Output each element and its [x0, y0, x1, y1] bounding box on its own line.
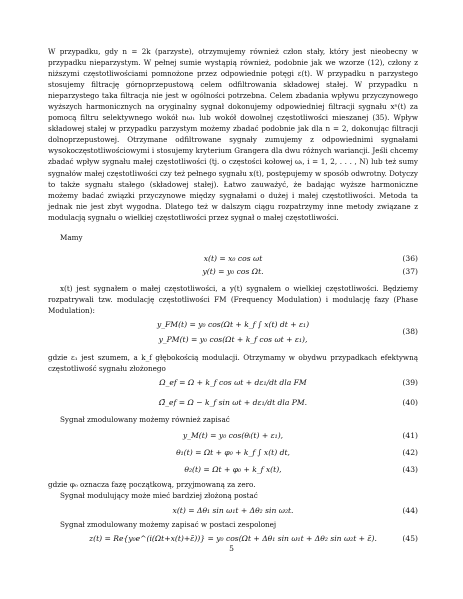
- equation-body: y(t) = y₀ cos Ωt.: [202, 267, 264, 276]
- paragraph-intro: W przypadku, gdy n = 2k (parzyste), otrzymujemy również człon stały, który jest nieobecny w przypadku nieparzystym. W pełnej sumie wystąpią również, podobnie jak we wzorze (12), człony z niższymi częstotliwościami pomnożone przez odpowiednie potęgi ε(t). W przypadku n parzystego stosujemy filtrację górnoprzepustową celem odfiltrowania składowej stałej. W przypadku n nieparzystego taka filtracja nie jest w ogólności potrzebna. Celem zbadania wpływu przyczynowego wyższych harmonicznych na oryginalny sygnał dokonujemy odpowiedniej filtracji sygnału xⁿ(t) za pomocą filtru selektywnego wokół nω₁ lub wokół dowolnej częstotliwości mieszanej (35). Wpływ składowej stałej w przypadku parzystym możemy zbadać podobnie jak dla n = 2, dokonując filtracji dolnoprzepustowej. Otrzymane odfiltrowane sygnały zumujemy z odpowiednimi sygnałami wysokoczęstotliwościowymi i stosujemy kryterium Grangera dla dwu różnych wariancji. Jeśli chcemy zbadać wpływ sygnału małej częstotliwości (tj. o częstości kołowej ωᵢ, i = 1, 2, . . . , N) lub też sumy sygnałów małej częstotliwości czy też pełnego sygnału x(t), postępujemy w sposób odwrotny. Dotyczy to także sygnału stałego (składowej stałej). Łatwo zauważyć, że badając wyższe harmoniczne możemy badać związki przyczynowe między sygnałami o dużej i małej częstotliwości. Metoda ta jednak nie jest zbyt wygodna. Dlatego też w dalszym ciągu rozpatrzymy inne metody związane z modulacją sygnału o wielkiej częstotliwości przez sygnał o małej częstotliwości.: [48, 47, 418, 222]
- paragraph-modulation: x(t) jest sygnałem o małej częstotliwości, a y(t) sygnałem o wielkiej częstotliwości. Będziemy rozpatrywali tzw. modulację częstotliwości FM (Frequency Modulation) i modulację fazy (Phase Modulation):: [48, 284, 418, 316]
- equation-38b: [48, 334, 418, 345]
- equation-number: (41): [402, 431, 418, 440]
- equation-40: [48, 397, 418, 408]
- equation-number: (36): [402, 254, 418, 263]
- equation-body: θ₂(t) = Ωt + φ₀ + k_f x(t),: [184, 465, 282, 474]
- equation-number: (42): [402, 448, 418, 457]
- paragraph-rewrite: Sygnał zmodulowany możemy również zapisać: [60, 415, 230, 424]
- equation-number: (38): [402, 327, 418, 336]
- paragraph-noise: gdzie ε₁ jest szumem, a k_f głębokością modulacji. Otrzymamy w obydwu przypadkach efektywną częstotliwość sygnału złożonego: [48, 353, 418, 374]
- equation-number: (39): [402, 378, 418, 387]
- equation-44: [48, 505, 418, 516]
- equation-41: [48, 430, 418, 441]
- equation-body: x(t) = Δθ₁ sin ω₁t + Δθ₂ sin ω₂t.: [172, 506, 294, 515]
- equation-number: (45): [402, 534, 418, 543]
- equation-39: [48, 377, 418, 388]
- equation-43: [48, 464, 418, 475]
- equation-body: y_FM(t) = y₀ cos(Ωt + k_f ∫ x(t) dt + ε₁): [156, 320, 310, 329]
- equation-36: [48, 253, 418, 264]
- paragraph-mamy: Mamy: [60, 233, 83, 242]
- equation-body: y_M(t) = y₀ cos(θᵢ(t) + ε₁),: [182, 431, 284, 440]
- paragraph-complex-form: Sygnał zmodulowany możemy zapisać w postaci zespolonej: [60, 520, 277, 529]
- equation-body: x(t) = x₀ cos ωt: [203, 254, 263, 263]
- equation-body: θ₁(t) = Ωt + φ₀ + k_f ∫ x(t) dt,: [176, 448, 290, 457]
- equation-45: [48, 533, 418, 544]
- paragraph-phase: gdzie φ₀ oznacza fazę początkową, przyjmowaną za zero.: [48, 480, 256, 489]
- equation-42: [48, 447, 418, 458]
- equation-number: (44): [402, 506, 418, 515]
- paragraph-complex-signal: Sygnał modulujący może mieć bardziej złożoną postać: [60, 491, 258, 500]
- page-number: 5: [229, 544, 234, 553]
- equation-number: (37): [402, 267, 418, 276]
- equation-body: z(t) = Re{y₀e^(i(Ωt+x(t)+ε̃))} = y₀ cos(Ωt + Δθ₁ sin ω₁t + Δθ₂ sin ω₂t + ε̃).: [89, 534, 377, 543]
- equation-body: Ω̃_ef = Ω − k_f sin ωt + dε₁/dt dla PM.: [158, 398, 308, 407]
- equation-body: Ω_ef = Ω + k_f cos ωt + dε₁/dt dla FM: [159, 378, 307, 387]
- equation-number: (40): [402, 398, 418, 407]
- equation-body: y_PM(t) = y₀ cos(Ωt + k_f cos ωt + ε₁),: [158, 335, 308, 344]
- equation-37: [48, 266, 418, 277]
- equation-number: (43): [402, 465, 418, 474]
